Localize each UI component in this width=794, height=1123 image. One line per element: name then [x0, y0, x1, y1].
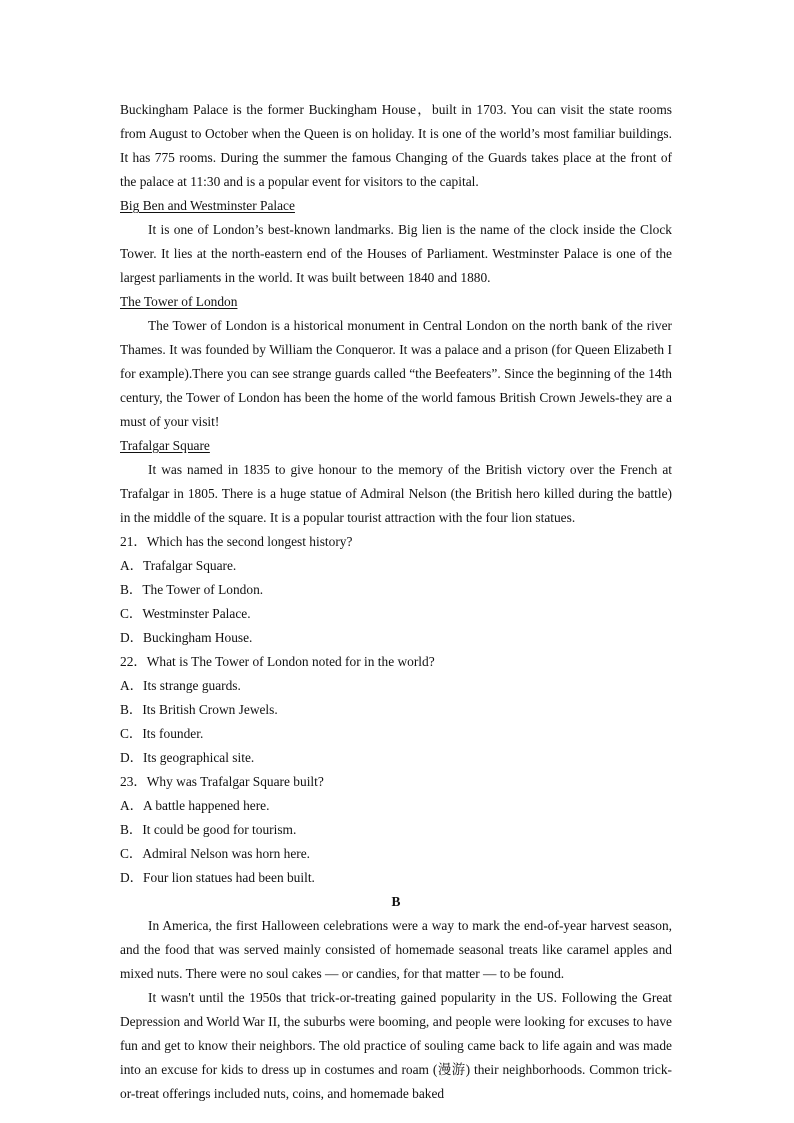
question-stem: 21．Which has the second longest history? — [120, 534, 353, 549]
option-c: C．Admiral Nelson was horn here. — [120, 846, 311, 861]
answer-options — [120, 554, 672, 650]
question-23 — [120, 770, 672, 890]
option-b: B．Its British Crown Jewels. — [120, 702, 278, 717]
halloween-paragraph-2: It wasn't until the 1950s that trick-or-treating gained popularity in the US. Following the Great Depression and World War II, the suburbs were booming, and people were looking for excuses to have fun and get to know their neighbors. The old practice of souling came back to life again and was made into an excuse for kids to dress up in costumes and roam (漫游) their neighborhoods. Common trick-or-treat offerings included nuts, coins, and homemade baked — [120, 990, 672, 1101]
option-a: A．Trafalgar Square. — [120, 558, 237, 573]
option-d: D．Its geographical site. — [120, 750, 255, 765]
question-stem: 23．Why was Trafalgar Square built? — [120, 774, 324, 789]
option-d: D．Four lion statues had been built. — [120, 870, 315, 885]
option-b: B．It could be good for tourism. — [120, 822, 297, 837]
option-c: C．Its founder. — [120, 726, 204, 741]
option-b: B．The Tower of London. — [120, 582, 264, 597]
option-a: A．A battle happened here. — [120, 798, 270, 813]
option-d: D．Buckingham House. — [120, 630, 253, 645]
answer-options — [120, 674, 672, 770]
document-page — [120, 98, 672, 1106]
question-stem: 22．What is The Tower of London noted for in the world? — [120, 654, 435, 669]
heading-tower-of-london: The Tower of London — [120, 294, 238, 309]
buckingham-paragraph: Buckingham Palace is the former Buckingham House，built in 1703. You can visit the state rooms from August to October when the Queen is on holiday. It is one of the world’s most familiar buildings. It has 775 rooms. During the summer the famous Changing of the Guards takes place at the front of the palace at 11:30 and is a popular event for visitors to the capital. — [120, 102, 672, 189]
option-a: A．Its strange guards. — [120, 678, 241, 693]
option-c: C．Westminster Palace. — [120, 606, 251, 621]
section-b-label: B — [391, 894, 401, 909]
question-21 — [120, 530, 672, 650]
tower-of-london-paragraph: The Tower of London is a historical monument in Central London on the north bank of the river Thames. It was founded by William the Conqueror. It was a palace and a prison (for Queen Elizabeth I for example).There you can see strange guards called “the Beefeaters”. Since the beginning of the 14th century, the Tower of London has been the home of the world famous British Crown Jewels-they are a must of your visit! — [120, 318, 672, 429]
trafalgar-square-paragraph: It was named in 1835 to give honour to the memory of the British victory over the French at Trafalgar in 1805. There is a huge statue of Admiral Nelson (the British hero killed during the battle) in the middle of the square. It is a popular tourist attraction with the four lion statues. — [120, 462, 672, 525]
heading-trafalgar-square: Trafalgar Square — [120, 438, 210, 453]
big-ben-paragraph: It is one of London’s best-known landmarks. Big lien is the name of the clock inside the Clock Tower. It lies at the north-eastern end of the Houses of Parliament. Westminster Palace is one of the largest parliaments in the world. It was built between 1840 and 1880. — [120, 222, 672, 285]
answer-options — [120, 794, 672, 890]
halloween-paragraph-1: In America, the first Halloween celebrations were a way to mark the end-of-year harvest season, and the food that was served mainly consisted of homemade seasonal treats like caramel apples and mixed nuts. There were no soul cakes — or candies, for that matter — to be found. — [120, 918, 672, 981]
heading-big-ben: Big Ben and Westminster Palace — [120, 198, 295, 213]
question-22 — [120, 650, 672, 770]
